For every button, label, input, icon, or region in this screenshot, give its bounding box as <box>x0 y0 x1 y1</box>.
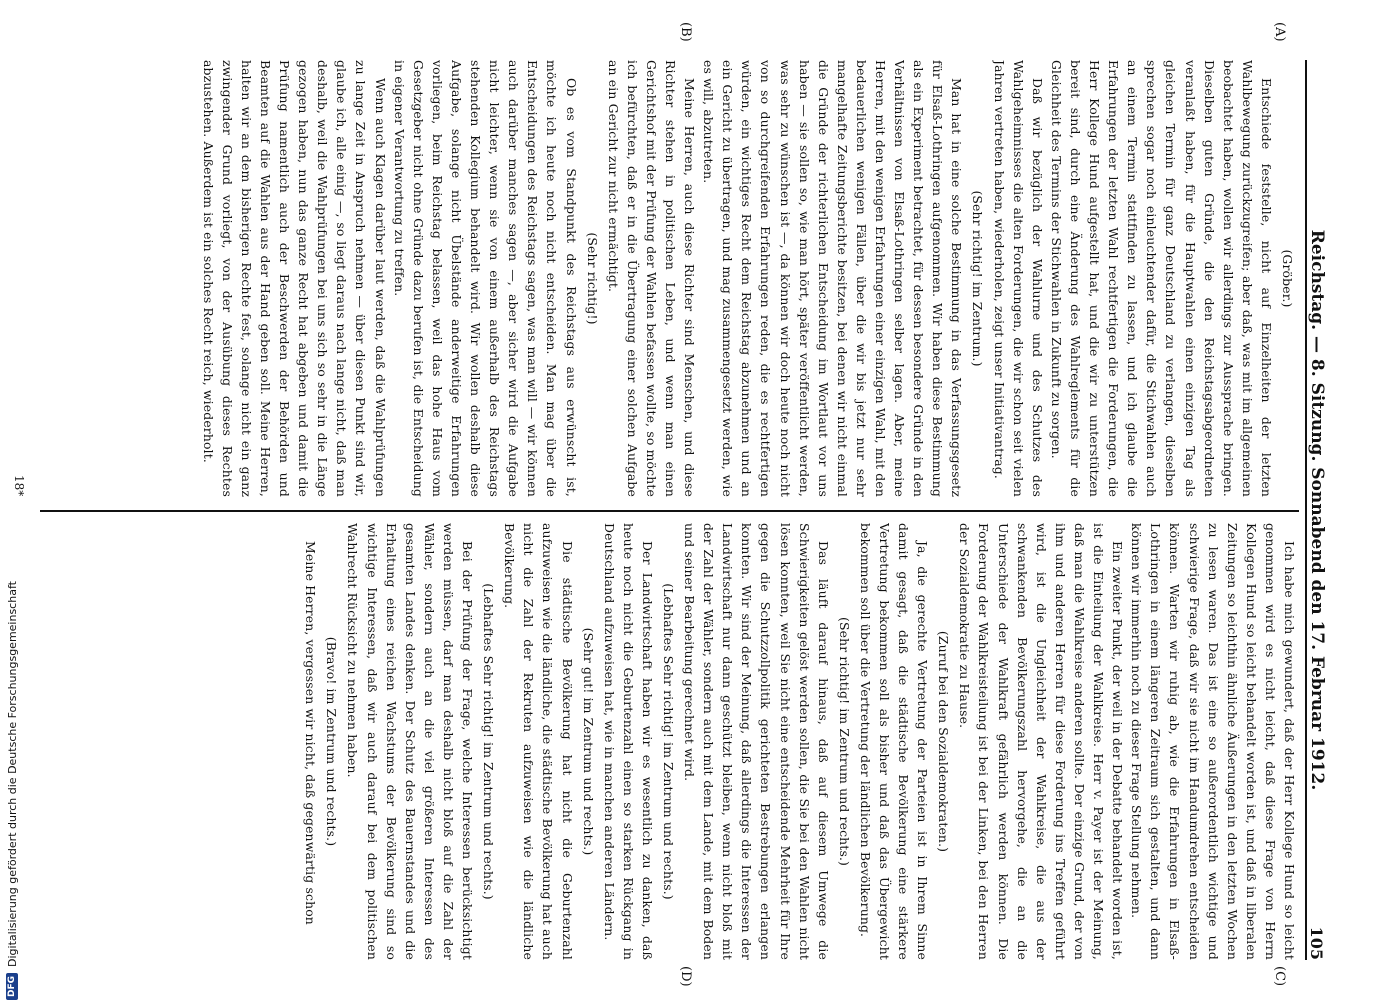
interjection: (Bravo! im Zentrum und rechts.) <box>324 636 340 847</box>
interjection: (Lebhaftes Sehr richtig! im Zentrum und rechts.) <box>661 583 676 900</box>
running-head: Reichstag. — 8. Sitzung. Sonnabend den 17. Februar 1912. <box>1307 229 1327 791</box>
paragraph: Meine Herren, vergessen wir nicht, daß gegenwärtig schon <box>303 541 319 925</box>
paragraph: Das läuft darauf hinaus, daß auf diesem Umwege die Schwierigkeiten gelöst werden sollen, die Sie bei den Wahlen nicht lösen konnten, weil Sie nicht eine entscheidende Mehrheit für Ihre gegen die Schutzzollpolitik gerichteten Bestrebungen erlangen konnten. Wir sind der Meinung, daß allerdings die Interessen der Landwirtschaft nur dann geschützt bleiben, wenn nicht bloß mit der Zahl der Wähler, sondern auch mit dem Lande, mit dem Boden und seiner Bearbeitung gerechnet wird. <box>682 523 831 960</box>
dfg-logo-icon: DFG <box>6 973 18 1000</box>
margin-mark-d: (D) <box>678 966 693 987</box>
left-column <box>40 60 1299 497</box>
interjection: (Sehr richtig! im Zentrum und rechts.) <box>836 616 852 867</box>
paragraph: Ob es vom Standpunkt des Reichstags aus erwünscht ist, möchte ich heute noch nicht entscheiden. Man mag über die Entscheidungen des Reichstags sagen, was man will — wir können auch darüber manches sagen —, aber sicher wird die Aufgabe nicht leichter, wenn sie von einem außerhalb des Reichstags stehenden Kollegium behandelt wird. Wir wollen deshalb diese Aufgabe, solange nicht Übelstände anderweitige Erfahrungen vorliegen, beim Reichstag belassen, weil das hohe Haus vom Gesetzgeber nicht ohne Gründe dazu berufen ist, die Entscheidung in eigener Verantwortung zu treffen. <box>391 60 579 497</box>
paragraph: Meine Herren, auch diese Richter sind Menschen, und diese Richter stehen in politischen Leben, und wenn man einen Gerichtshof mit der Prüfung der Wahlen befassen wollte, so möchte ich befürchten, daß er in die Übertragung einer solchen Aufgabe an ein Gericht zur nicht ermächtigt. <box>605 60 698 497</box>
paragraph: Die städtische Bevölkerung hat nicht die Geburtenzahl aufzuweisen wie die ländliche, die städtische Bevölkerung hat auch nicht die Zahl der Rekruten aufzuweisen wie die ländliche Bevölkerung. <box>502 523 575 960</box>
page-number: 105 <box>1307 926 1326 960</box>
speaker-name: (Gröber.) <box>1280 249 1295 308</box>
paragraph: Man hat in eine solche Bestimmung in das Verfassungsgesetz für Elsaß-Lothringen aufgenommen. Wir haben diese Bestimmung als ein Experiment betrachtet, für dessen besondere Gründe in den Verhältnissen von Elsaß-Lothringen selber lagen. Aber, meine Herren, mit den wenigen Erfahrungen einer einzigen Wahl, mit den bedauerlichen wenigen Fällen, über die wir bis jetzt nur sehr mangelhafte Zeitungsberichte besitzen, bei denen wir nicht einmal die Gründe der richterlichen Entscheidung im Wortlaut vor uns haben — sie sollen so, wie man hört, später veröffentlicht werden, was sehr zu wünschen ist —, da können wir doch heute noch nicht von so durchgreifenden Erfahrungen reden, die es rechtfertigen würden, ein wichtiges Recht dem Reichstag abzunehmen und an ein Gericht zu übertragen, und mag zusammengesetzt werden, wie es will, abzutreten. <box>701 60 965 497</box>
margin-mark-b: (B) <box>678 22 693 42</box>
paragraph: Ich habe mich gewundert, daß der Herr Kollege Hund so leicht genommen wird es nicht leicht, daß diese Frage von Herrn Kollegen Hund so leicht behandelt worden ist, und daß in liberalen Zeitungen so leichthin ähnliche Äußerungen in den letzten Wochen zu lesen waren. Das ist eine so außerordentlich wichtige und schwierige Frage, daß wir sie nicht im Handumdrehen entscheiden können. Warten wir ruhig ab, wie die Erfahrungen in Elsaß-Lothringen in einem längeren Zeitraum sich gestalten, und dann können wir immerhin noch zu dieser Frage Stellung nehmen. <box>1129 523 1297 960</box>
interjection: (Lebhaftes Sehr richtig! im Zentrum und rechts.) <box>481 583 497 900</box>
paragraph: Bei der Prüfung der Frage, welche Interessen berücksichtigt werden müssen, darf man deshalb nicht bloß auf die Zahl der Wähler, sondern auch an die viel größeren Interessen des gesamten Landes denken. Der Schutz des Bauernstandes und die Erhaltung eines reichen Wachstums der Bevölkerung sind so wichtige Interessen, daß wir auch darauf bei dem politischen Wahlrecht Rücksicht zu nehmen haben. <box>345 523 476 960</box>
margin-mark-c: (C) <box>1272 966 1287 987</box>
paragraph: Wenn auch Klagen darüber laut werden, daß die Wahlprüfungen zu lange Zeit in Anspruch nehmen — über diesen Punkt sind wir, glaube ich, alle einig —, so liegt daraus nach lange nicht, daß man deshalb, weil die Wahlprüfungen bei uns sich so sehr in die Länge gezogen haben, nun das ganze Recht hat abgeben und damit die Prüfung namentlich auch der Beschwerden der Behörden und Beamten auf die Wahlen aus der Hand geben soll. Meine Herren, halten wir an dem bisherigen Rechte fest, solange nicht ein ganz zwingender Grund vorliegt, von der Ausübung dieses Rechtes abzustehen. Außerdem ist ein solches Recht reich, wiederholt. <box>200 60 388 497</box>
paragraph: Daß wir bezüglich der Wahlurne und des Schutzes des Wahlgeheimnisses die alten Forderungen, die wir schon seit vielen Jahren vertreten haben, wiederholen, zeigt unser Initiativantrag. <box>991 60 1045 497</box>
text-columns <box>40 60 1299 960</box>
paragraph: Entschiede feststelle, nicht auf Einzelheiten der letzten Wahlbewegung zurückzugreifen; aber daß, was mit im allgemeinen beobachtet haben, wollen wir allerdings zur Aussprache bringen. Dieselben guten Gründe, die den Reichstagsabgeordneten veranlaßt haben, für die Hauptwahlen einen einzigen Tag als gleichen Termin für ganz Deutschland zu verlangen, dieselben sprechen sogar noch einleuchtender dafür, die Stichwahlen auch an einem Termin stattfinden zu lassen, und ich glaube die Erfahrungen der letzten Wahl rechtfertigen die Forderungen, die Herr Kollege Hund aufgestellt hat, und die wir zu unterstützen bereit sind, durch eine Änderung des Wahlreglements für die Gleichheit des Termins der Stichwahlen in Zukunft zu sorgen. <box>1048 60 1274 497</box>
interjection: (Zuruf bei den Sozialdemokraten.) <box>936 630 952 853</box>
page-header <box>1305 60 1331 960</box>
digitization-credit <box>4 0 20 1000</box>
signature-mark: 18* <box>12 475 26 497</box>
paragraph: Ein zweiter Punkt, der weil in der Debatte behandelt worden ist, ist die Einteilung der Wahlkreise. Herr v. Payer ist der Meinung, daß man die Wahlkreise anderen sollte. Der einzige Grund, der von ihm und anderen Herren für diese Forderung ins Treffen geführt wird, ist die Ungleichheit der Wahlkreise, die aus der schwankenden Bevölkerungszahl hervorgehe, die an die Unterschiede der Wahlkraft gefährlich werden können. Die Forderung der Wahlkreisteilung ist bei der Linken, bei den Herren der Sozialdemokratie zu Hause. <box>957 523 1126 960</box>
paragraph: Der Landwirtschaft haben wir es wesentlich zu danken, daß heute noch nicht die Geburtenzahl einen so starken Rückgang in Deutschland aufzuweisen hat, wie in manchen anderen Ländern. <box>601 523 655 960</box>
credit-text: Digitalisierung gefördert durch die Deutsche Forschungsgemeinschaft <box>5 581 19 967</box>
right-column <box>40 523 1299 960</box>
interjection: (Sehr gut! im Zentrum und rechts.) <box>580 627 596 856</box>
interjection: (Sehr richtig! im Zentrum.) <box>970 190 986 367</box>
paragraph: Ja, die gerechte Vertretung der Parteien ist in Ihrem Sinne damit gesagt, daß die städtische Bevölkerung eine stärkere Vertretung bekommen soll als bisher und daß das Übergewicht bekommen soll über die Vertretung der ländlichen Bevölkerung. <box>857 523 931 960</box>
interjection: (Sehr richtig!) <box>584 232 600 325</box>
margin-mark-a: (A) <box>1272 22 1287 42</box>
column-divider <box>40 510 1299 512</box>
